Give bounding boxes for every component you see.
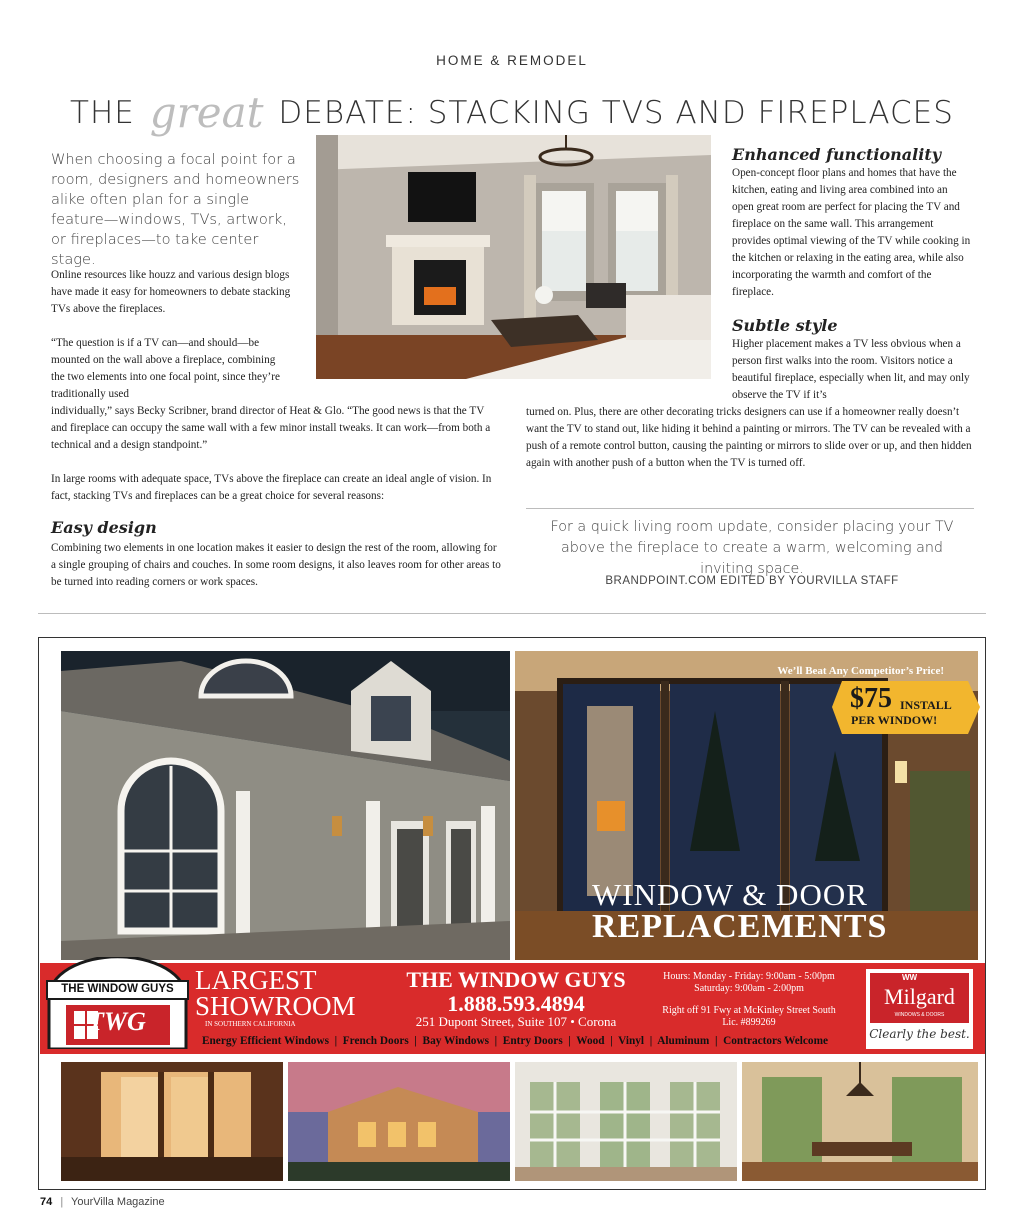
milgard-ww: WW: [902, 973, 918, 982]
headline-prefix: THE: [70, 95, 135, 131]
headline-great: great: [149, 88, 264, 137]
largest-text: LARGEST: [195, 965, 317, 995]
paragraph-houzz: Online resources like houzz and various design blogs have made it easy for homeowners to debate stacking TVs above the fireplaces.: [51, 269, 291, 315]
company-name: THE WINDOW GUYS: [406, 967, 626, 992]
article-credit: BRANDPOINT.COM EDITED BY YOURVILLA STAFF: [605, 575, 899, 587]
magazine-name: YourVilla Magazine: [71, 1196, 165, 1208]
logo-twg: TWG: [88, 1007, 146, 1036]
socal-text: IN SOUTHERN CALIFORNIA: [205, 1020, 296, 1028]
dining-room-photo: [742, 1062, 978, 1181]
subhead-enhanced-functionality: Enhanced functionality: [732, 145, 942, 164]
house-exterior-photo: [61, 651, 510, 960]
paragraph-quote-start: “The question is if a TV can—and should—be mounted on the wall above a fireplace, combining the two elements into one focal point, since they’re traditionally used: [51, 337, 280, 400]
page-footer: [40, 1196, 165, 1208]
article-headline: [0, 84, 1024, 137]
price-amount: $75: [850, 683, 892, 714]
paragraph-subtle-style-start: Higher placement makes a TV less obvious when a person first walks into the room. Visitors notice a beautiful fireplace, especially when lit, and may only observe the TV if it’s: [732, 338, 970, 401]
pull-quote: For a quick living room update, consider placing your TV above the fireplace to create a warm, welcoming and inviting space.: [550, 519, 954, 577]
milgard-name: Milgard: [884, 984, 955, 1009]
section-label: HOME & REMODEL: [436, 53, 588, 68]
hours-weekday: Hours: Monday - Friday: 9:00am - 5:00pm: [663, 971, 835, 982]
subhead-subtle-style: Subtle style: [732, 316, 838, 335]
milgard-tagline: Clearly the best.: [869, 1027, 970, 1041]
paragraph-subtle-style-end: turned on. Plus, there are other decorating tricks designers can use if a homeowner really doesn’t want the TV to stand out, like hiding it behind a painting or mirrors. The TV can be revealed with a push of a remote control button, causing the painting or mirrors to slide over or up, and then hidden again with another push of a button when the TV is turned off.: [526, 406, 972, 469]
footer-separator: |: [60, 1196, 64, 1208]
phone-number[interactable]: 1.888.593.4894: [447, 991, 585, 1016]
ad-headline-2: REPLACEMENTS: [592, 908, 888, 945]
paragraph-large-rooms: In large rooms with adequate space, TVs above the fireplace can create an ideal angle of vision. In fact, stacking TVs and fireplaces can be a great choice for several reasons:: [51, 473, 492, 502]
price-install: INSTALL: [900, 698, 952, 712]
paragraph-enhanced-functionality: Open-concept floor plans and homes that have the kitchen, eating and living area combined into an open great room are perfect for placing the TV and fireplace on the same wall. This arrangement provides optimal viewing of the TV while cooking in the kitchen or relaxing in the eating area, while also incorporating the warmth and comfort of the fireplace.: [732, 167, 971, 298]
services-list: Energy Efficient Windows | French Doors | Bay Windows | Entry Doors | Wood | Vinyl | Aluminum | Contractors Welcome: [201, 1035, 829, 1047]
address: 251 Dupont Street, Suite 107 • Corona: [415, 1014, 617, 1029]
paragraph-quote-end: individually,” says Becky Scribner, brand director of Heat & Glo. “The good news is that the TV and fireplace can occupy the same wall with a few minor install tweaks. It can work—from both a technical and a design standpoint.”: [51, 405, 491, 451]
ad-headline-1: WINDOW & DOOR: [592, 877, 868, 912]
milgard-sub: WINDOWS & DOORS: [894, 1012, 945, 1018]
price-per-window: PER WINDOW!: [851, 713, 938, 727]
subhead-easy-design: Easy design: [51, 518, 157, 537]
beat-price-text: We’ll Beat Any Competitor’s Price!: [777, 665, 944, 677]
white-french-doors-photo: [515, 1062, 737, 1181]
pull-quote-divider: [526, 508, 974, 509]
page-number: 74: [40, 1196, 53, 1208]
showroom-text: SHOWROOM: [195, 991, 356, 1021]
living-room-photo: [316, 135, 711, 379]
paragraph-easy-design: Combining two elements in one location makes it easier to design the rest of the room, allowing for a single grouping of chairs and couches. In some room designs, it also leaves room for other areas to be turned into reading corners or work spaces.: [51, 542, 501, 588]
intro-paragraph: When choosing a focal point for a room, designers and homeowners alike often plan for a single feature—windows, TVs, artwork, or fireplaces—to take center stage.: [51, 151, 300, 268]
license: Lic. #899269: [722, 1017, 776, 1028]
headline-main: DEBATE: STACKING TVS AND FIREPLACES: [278, 95, 954, 131]
logo-name: THE WINDOW GUYS: [61, 983, 174, 995]
hours-saturday: Saturday: 9:00am - 2:00pm: [694, 983, 804, 994]
directions: Right off 91 Fwy at McKinley Street South: [662, 1005, 836, 1016]
bay-window-photo: [61, 1062, 283, 1181]
mediterranean-house-photo: [288, 1062, 510, 1181]
page-divider: [38, 613, 986, 614]
